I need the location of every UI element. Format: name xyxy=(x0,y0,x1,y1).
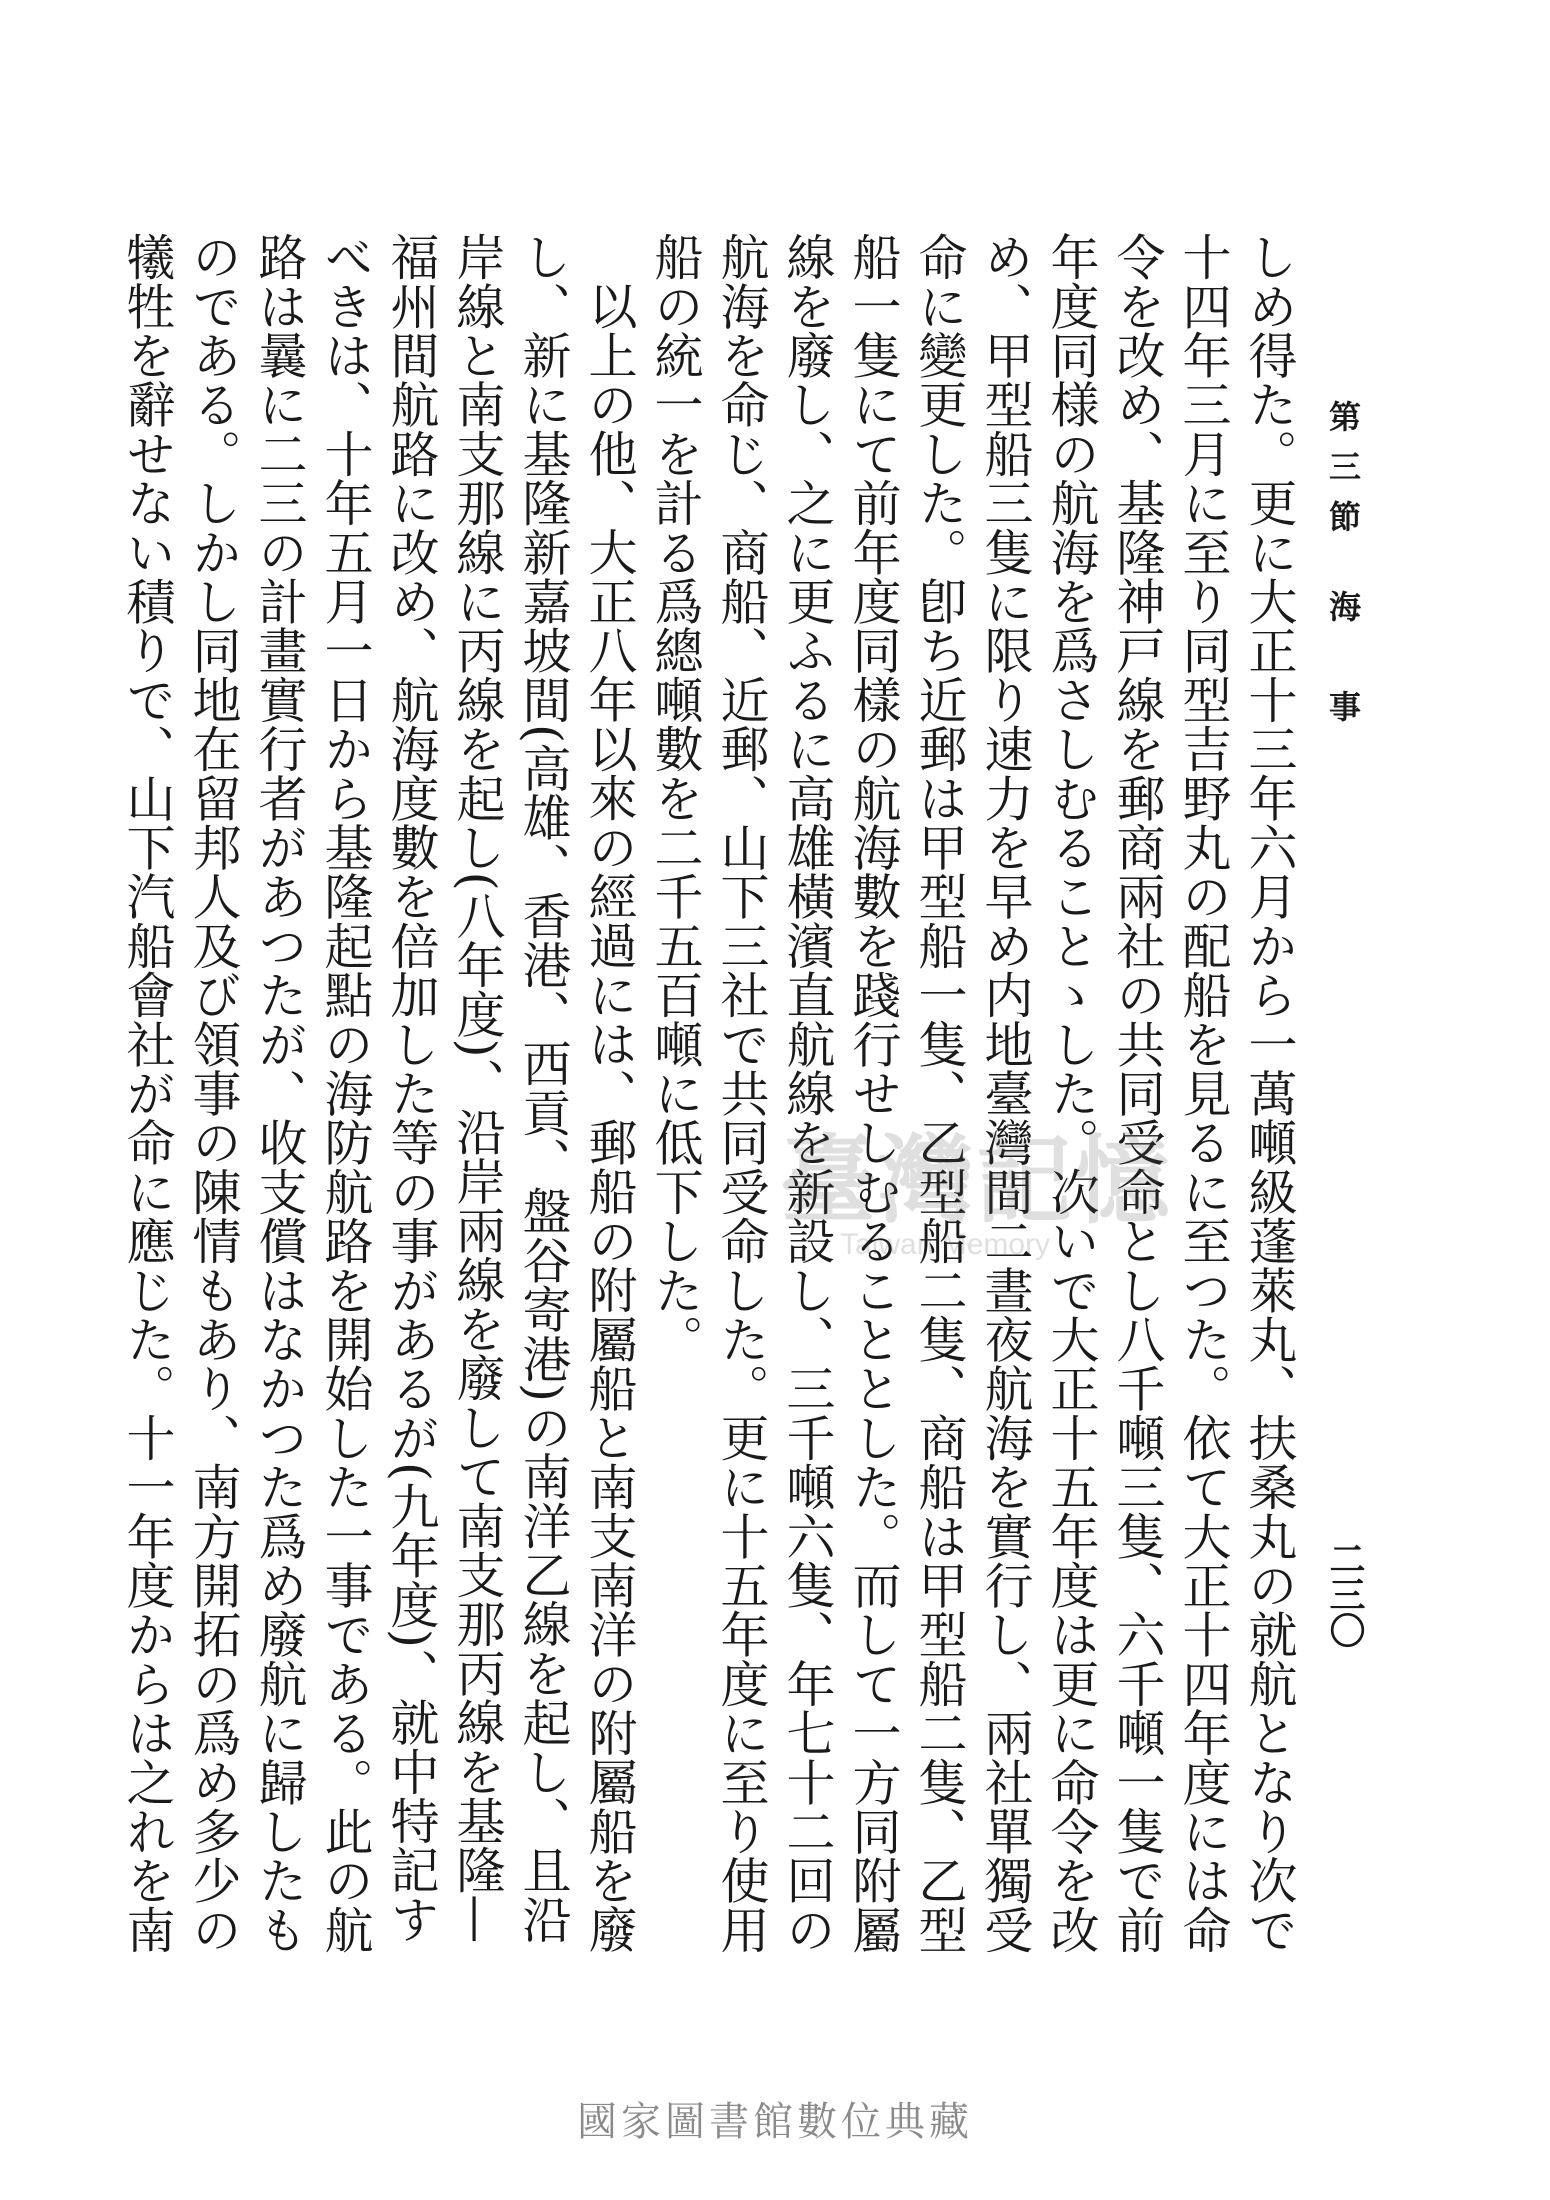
watermark-chinese: 臺灣記憶 xyxy=(780,1124,1172,1237)
paragraph-1: しめ得た。更に大正十三年六月から一萬噸級蓬萊丸、扶桑丸の就航となり次で十四年三月に至り同型吉野丸の配船を見るに至つた。依て大正十四年度には命令を改め、基隆神戸線を郵商兩社の共同受命とし八千噸三隻、六千噸一隻で前年度同様の航海を爲さしむることゝした。次いで大正十五年度は更に命令を改め、甲型船三隻に限り速力を早め内地臺灣間二晝夜航海を實行し、兩社單獨受命に變更した。卽ち近郵は甲型船一隻、乙型船二隻、商船は甲型船二隻、乙型船一隻にて前年度同樣の航海數を踐行せしむることとした。而して一方同附屬線を廢し、之に更ふるに高雄橫濱直航線を新設し、三千噸六隻、年七十二回の航海を命じ、商船、近郵、山下三社で共同受命した。更に十五年度に至り使用船の統一を計る爲總噸數を二千五百噸に低下した。 xyxy=(647,232,1298,1954)
body-text xyxy=(114,232,1302,1972)
running-head-section: 第三節 xyxy=(1324,400,1362,550)
running-head-title: 海 事 xyxy=(1324,590,1362,740)
page-number: 二三〇 xyxy=(1324,1540,1366,1648)
paragraph-2: 以上の他、大正八年以來の經過には、郵船の附屬船と南支南洋の附屬船を廢し、新に基隆新嘉坡間(高雄、香港、西貢、盤谷寄港)の南洋乙線を起し、且沿岸線と南支那線に丙線を起し(八年度)、沿岸兩線を廢して南支那丙線を基隆—福州間航路に改め、航海度數を倍加した等の事があるが(九年度)、就中特記すべきは、十年五月一日から基隆起點の海防航路を開始した一事である。此の航路は曩に二三の計畫實行者があつたが、收支償はなかつた爲め廢航に歸したものである。しかし同地在留邦人及び領事の陳情もあり、南方開拓の爲め多少の犧牲を辭せない積りで、山下汽船會社が命に應じた。十一年度からは之れを南 xyxy=(119,232,638,1954)
library-footer: 國家圖書館數位典藏 xyxy=(577,2099,973,2145)
running-head xyxy=(1320,400,1366,740)
watermark-english: Taiwan Memory xyxy=(840,1228,1051,1261)
